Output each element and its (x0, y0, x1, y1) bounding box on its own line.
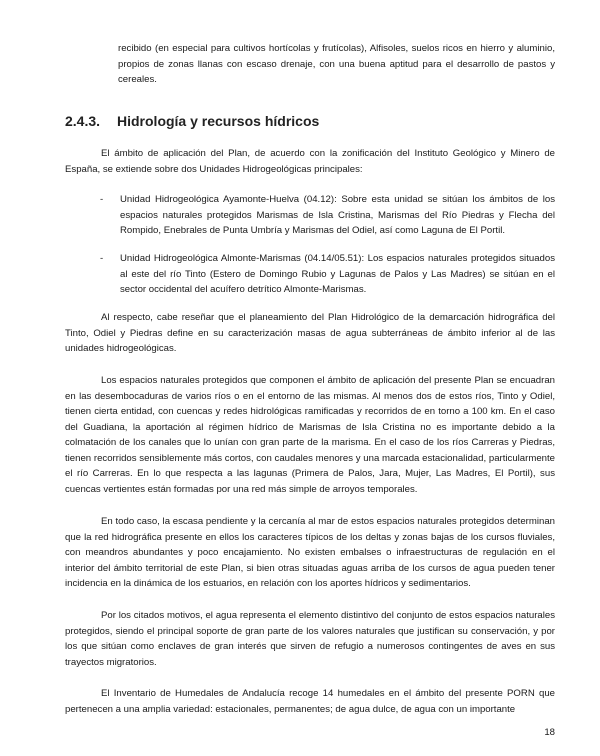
paragraph-1: El ámbito de aplicación del Plan, de acuerdo con la zonificación del Instituto Geológico y Minero de España, se extiende sobre dos Unidades Hidrogeológicas principales: (65, 148, 555, 175)
bullet-dash: - (100, 253, 104, 264)
bullet-text: Unidad Hidrogeológica Almonte-Marismas (04.14/05.51): Los espacios naturales protegidos situados al este del río Tinto (Estero de Domingo Rubio y Lagunas de Palos y Las Madres) se sitúan en el sector occidental del acuífero detrítico Almonte-Marismas. (120, 253, 555, 295)
paragraph-5: Por los citados motivos, el agua representa el elemento distintivo del conjunto de estos espacios naturales protegidos, siendo el principal soporte de gran parte de los valores naturales que justifican su conservación, y por los que sitúan como enclaves de gran interés que sirven de refugio a numerosos contingentes de aves en sus trayectos migratorios. (65, 610, 555, 668)
bullet-text: Unidad Hidrogeológica Ayamonte-Huelva (04.12): Sobre esta unidad se sitúan los ámbitos de los espacios naturales protegidos Marismas de Isla Cristina, Marismas del Río Piedras y Flecha del Rompido, Enebrales de Punta Umbría y Marismas del Odiel, así como Laguna de El Portil. (120, 194, 555, 236)
paragraph-3: Los espacios naturales protegidos que componen el ámbito de aplicación del presente Plan se encuadran en las desembocaduras de varios ríos o en el entorno de las mismas. Al menos dos de estos ríos, Tinto y Odiel, tienen cierta entidad, con cuencas y redes hidrológicas ramificadas y recorridos de en torno a 100 km. En el caso del Guadiana, la aportación al régimen hídrico de Marismas de Isla Cristina no es importante debido a la colmatación de los canales que lo unían con gran parte de la marisma. En el caso de los ríos Carreras y Piedras, tienen recorridos sensiblemente más cortos, con caudales menores y una marcada estacionalidad, particularmente el río Carreras. En lo que respecta a las lagunas (Primera de Palos, Jara, Mujer, Las Madres, El Portil), sus cuencas vertientes están formadas por una red más simple de arroyos temporales. (65, 375, 555, 495)
paragraph-2: Al respecto, cabe reseñar que el planeamiento del Plan Hidrológico de la demarcación hidrográfica del Tinto, Odiel y Piedras define en su caracterización masas de agua subterráneas de ámbito inferior al de las unidades hidrogeológicas. (65, 312, 555, 354)
paragraph-4: En todo caso, la escasa pendiente y la cercanía al mar de estos espacios naturales protegidos determinan que la red hidrográfica presente en ellos los caracteres típicos de los deltas y zonas bajas de los cursos fluviales, con meandros abundantes y poco encajamiento. No existen embalses o infraestructuras de regulación en el interior del ámbito territorial de este Plan, si bien otras situadas aguas arriba de los cursos de agua pueden tener incidencia en la dinámica de los estuarios, en relación con los aportes hídricos y sedimentarios. (65, 516, 555, 589)
bullet-dash: - (100, 194, 104, 205)
page-number: 18 (544, 727, 555, 738)
paragraph-6: El Inventario de Humedales de Andalucía recoge 14 humedales en el ámbito del presente PORN que pertenecen a una amplia variedad: estacionales, permanentes; de agua dulce, de agua con un importante (65, 688, 555, 715)
continued-paragraph: recibido (en especial para cultivos hortícolas y frutícolas), Alfisoles, suelos ricos en hierro y aluminio, propios de zonas llanas con escaso drenaje, con una buena aptitud para el desarrollo de pastos y cereales. (118, 43, 555, 85)
section-title: Hidrología y recursos hídricos (117, 113, 320, 129)
section-heading (65, 112, 319, 130)
section-number: 2.4.3. (65, 113, 101, 129)
